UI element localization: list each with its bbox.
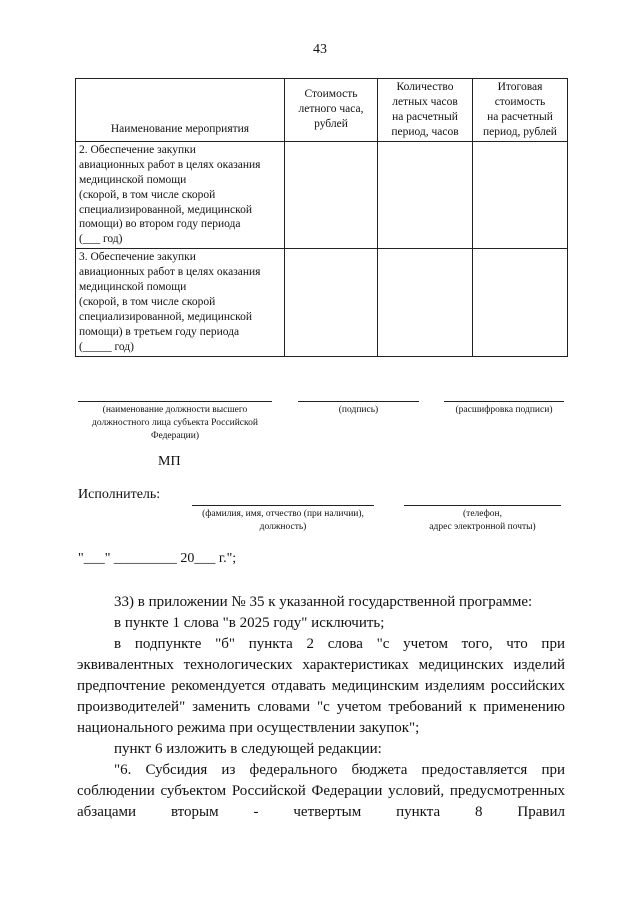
caption-line: Федерации): [150, 430, 200, 441]
decoding-line: [444, 401, 564, 402]
cell-line: авиационных работ в целях оказания: [79, 158, 261, 171]
position-caption: [72, 404, 278, 442]
row-hours-cell: [378, 141, 473, 249]
paragraph: в подпункте "б" пункта 2 слова "с учетом того, что при эквивалентных технологических характеристиках медицинских изделий предпочтение рекомендуется отдавать медицинским изделиям российских производителей" заменить словами "с учетом требований к применению национального режима при осуществлении закупок";: [77, 636, 565, 736]
header-flight-hours: [378, 79, 473, 142]
cell-line: специализированной, медицинской: [79, 311, 253, 324]
header-line: период, часов: [391, 125, 459, 138]
cell-line: помощи) в третьем году периода: [79, 326, 240, 338]
fio-line: [192, 505, 374, 506]
header-line: рублей: [314, 118, 348, 131]
phone-line: [404, 505, 561, 506]
header-line: Итоговая: [497, 81, 543, 93]
caption-line: (фамилия, имя, отчество (при наличии),: [202, 509, 364, 519]
signature-caption: (подпись): [338, 405, 379, 415]
row-cost-cell: [285, 141, 378, 249]
cell-line: (___ год): [79, 233, 123, 246]
position-signature-line: [78, 401, 272, 402]
cell-line: специализированной, медицинской: [79, 203, 253, 216]
cell-line: (скорой, в том числе скорой: [79, 296, 216, 309]
cost-table: [75, 78, 568, 357]
header-flight-hour-cost: [285, 79, 378, 142]
caption-line: (телефон,: [463, 509, 502, 519]
cell-line: медицинской помощи: [79, 281, 187, 294]
paragraph: в пункте 1 слова "в 2025 году" исключить;: [114, 615, 385, 631]
stamp-label: МП: [158, 454, 181, 469]
executor-label: Исполнитель:: [78, 487, 161, 502]
header-line: стоимость: [494, 95, 546, 108]
phone-caption: [396, 508, 569, 534]
header-line: летных часов: [392, 95, 458, 108]
row-event-name: [76, 249, 285, 357]
page-number: 43: [313, 42, 327, 57]
date-line: "___" _________ 20___ г.";: [78, 551, 237, 566]
row-event-name: [76, 141, 285, 249]
decoding-caption: (расшифровка подписи): [455, 405, 553, 415]
header-line: летного часа,: [298, 103, 364, 116]
row-total-cell: [473, 141, 568, 249]
header-line: Количество: [396, 81, 454, 93]
caption-line: должностного лица субъекта Российской: [92, 417, 258, 428]
header-line: Стоимость: [304, 88, 358, 101]
cell-line: помощи) во втором году периода: [79, 218, 241, 231]
caption-line: адрес электронной почты): [429, 521, 536, 532]
row-cost-cell: [285, 249, 378, 357]
signature-line: [298, 401, 419, 402]
body-text: [77, 592, 565, 823]
header-line: на расчетный: [487, 110, 553, 123]
paragraph: "6. Субсидия из федерального бюджета предоставляется при соблюдении субъектом Российской Федерации условий, предусмотренных абзацами вторым - четвертым пункта 8 Правил: [77, 762, 565, 820]
row-hours-cell: [378, 249, 473, 357]
header-line: на расчетный: [392, 110, 458, 123]
table-row: [76, 141, 568, 249]
caption-line: (наименование должности высшего: [102, 405, 248, 415]
header-event-name: Наименование мероприятия: [76, 79, 285, 142]
cell-line: авиационных работ в целях оказания: [79, 266, 261, 279]
fio-caption: [180, 508, 386, 534]
header-line: период, рублей: [483, 125, 557, 138]
cell-line: (_____ год): [79, 340, 134, 353]
header-total-cost: [473, 79, 568, 142]
cell-line: 3. Обеспечение закупки: [79, 251, 196, 264]
caption-line: должность): [259, 521, 307, 532]
cell-line: медицинской помощи: [79, 173, 187, 186]
row-total-cell: [473, 249, 568, 357]
table-row: [76, 249, 568, 357]
cell-line: 2. Обеспечение закупки: [79, 143, 196, 156]
paragraph: 33) в приложении № 35 к указанной государственной программе:: [114, 594, 533, 610]
table-header-row: [76, 79, 568, 142]
cell-line: (скорой, в том числе скорой: [79, 188, 216, 201]
paragraph: пункт 6 изложить в следующей редакции:: [114, 741, 382, 757]
